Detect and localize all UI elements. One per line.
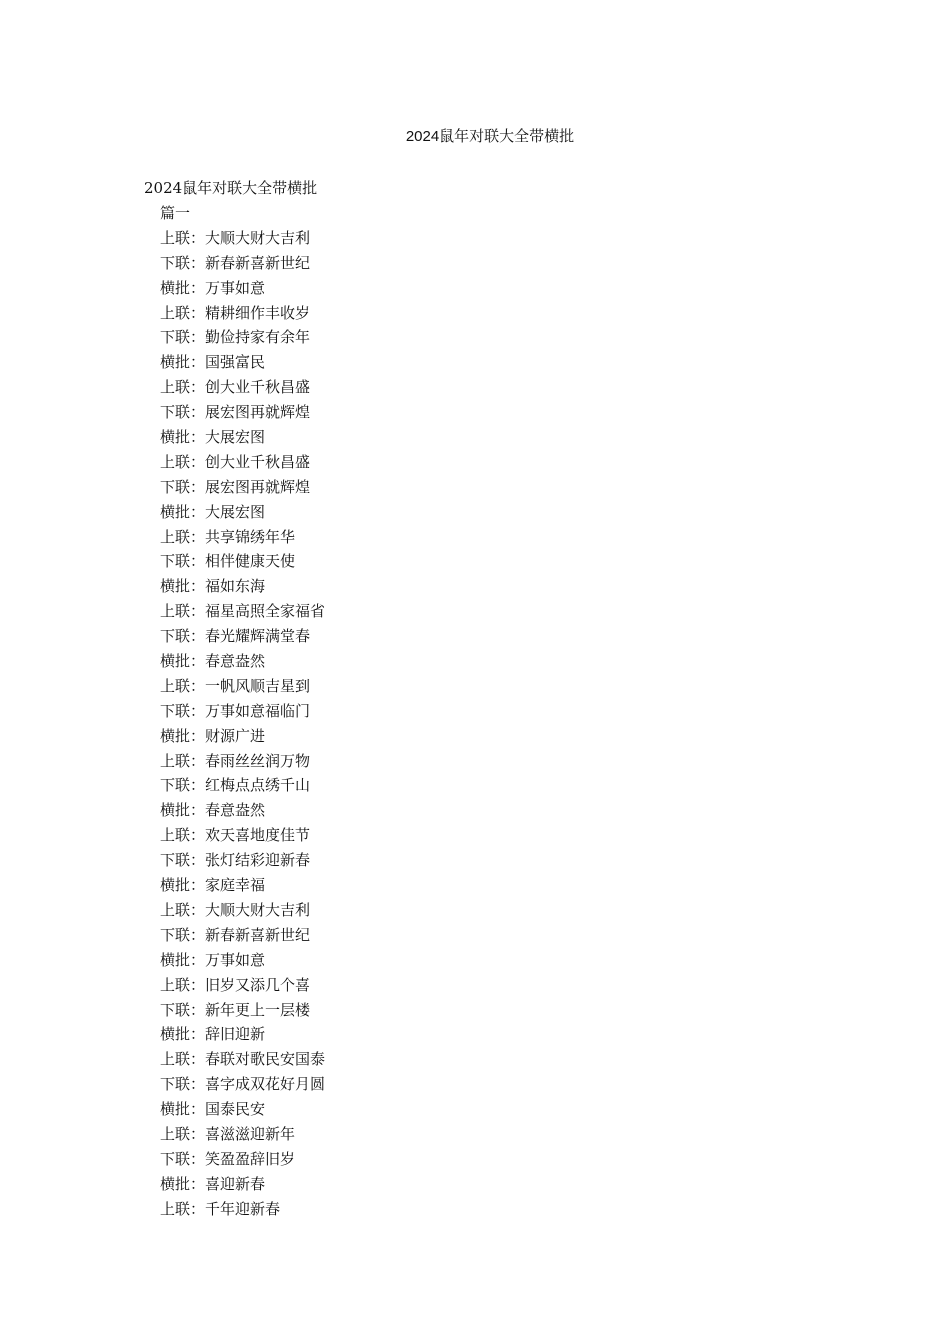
text-line: 横批：财源广进: [160, 726, 266, 745]
document-heading: 2024鼠年对联大全带横批: [144, 179, 318, 197]
text-line: 上联：精耕细作丰收岁: [160, 303, 311, 322]
text-line: 上联：欢天喜地度佳节: [160, 826, 311, 845]
text-line: 上联：福星高照全家福省: [160, 602, 326, 621]
couplet-list: [144, 201, 325, 1222]
text-line: 上联：千年迎新春: [160, 1199, 281, 1218]
text-line: 上联：创大业千秋昌盛: [160, 452, 311, 471]
text-line: 横批：万事如意: [160, 950, 266, 969]
text-line: 上联：春雨丝丝润万物: [160, 751, 311, 770]
text-line: 下联：勤俭持家有余年: [160, 328, 311, 347]
text-line: 横批：福如东海: [160, 577, 266, 596]
text-line: 下联：笑盈盈辞旧岁: [160, 1149, 296, 1168]
text-line: 上联：大顺大财大吉利: [160, 228, 311, 247]
text-line: 下联：展宏图再就辉煌: [160, 477, 311, 496]
text-line: 上联：一帆风顺吉星到: [160, 676, 311, 695]
page-title: 2024鼠年对联大全带横批: [405, 128, 575, 145]
text-line: 上联：春联对歌民安国泰: [160, 1050, 326, 1069]
text-line: 横批：辞旧迎新: [160, 1025, 266, 1044]
text-line: 下联：万事如意福临门: [160, 701, 311, 720]
text-line: 横批：国强富民: [160, 353, 266, 372]
text-line: 下联：新春新喜新世纪: [160, 253, 311, 272]
text-line: 横批：春意盎然: [160, 801, 266, 820]
text-line: 下联：展宏图再就辉煌: [160, 403, 311, 422]
text-line: 下联：喜字成双花好月圆: [160, 1075, 326, 1094]
text-line: 上联：共享锦绣年华: [160, 527, 296, 546]
text-line: 上联：旧岁又添几个喜: [160, 975, 311, 994]
text-line: 横批：大展宏图: [160, 428, 266, 447]
text-line: 上联：创大业千秋昌盛: [160, 378, 311, 397]
text-line: 横批：国泰民安: [160, 1100, 266, 1119]
text-line: 横批：家庭幸福: [160, 876, 266, 895]
text-line: 下联：新春新喜新世纪: [160, 925, 311, 944]
text-line: 下联：相伴健康天使: [160, 552, 296, 571]
document-body: [144, 176, 325, 1222]
text-line: 篇一: [160, 204, 191, 222]
text-line: 下联：红梅点点绣千山: [160, 776, 311, 795]
text-line: 下联：新年更上一层楼: [160, 1000, 311, 1019]
text-line: 下联：张灯结彩迎新春: [160, 851, 311, 870]
text-line: 横批：万事如意: [160, 278, 266, 297]
text-line: 上联：大顺大财大吉利: [160, 900, 311, 919]
text-line: 横批：大展宏图: [160, 502, 266, 521]
text-line: 横批：喜迎新春: [160, 1174, 266, 1193]
text-line: 上联：喜滋滋迎新年: [160, 1124, 296, 1143]
text-line: 横批：春意盎然: [160, 652, 266, 671]
text-line: 下联：春光耀辉满堂春: [160, 627, 311, 646]
